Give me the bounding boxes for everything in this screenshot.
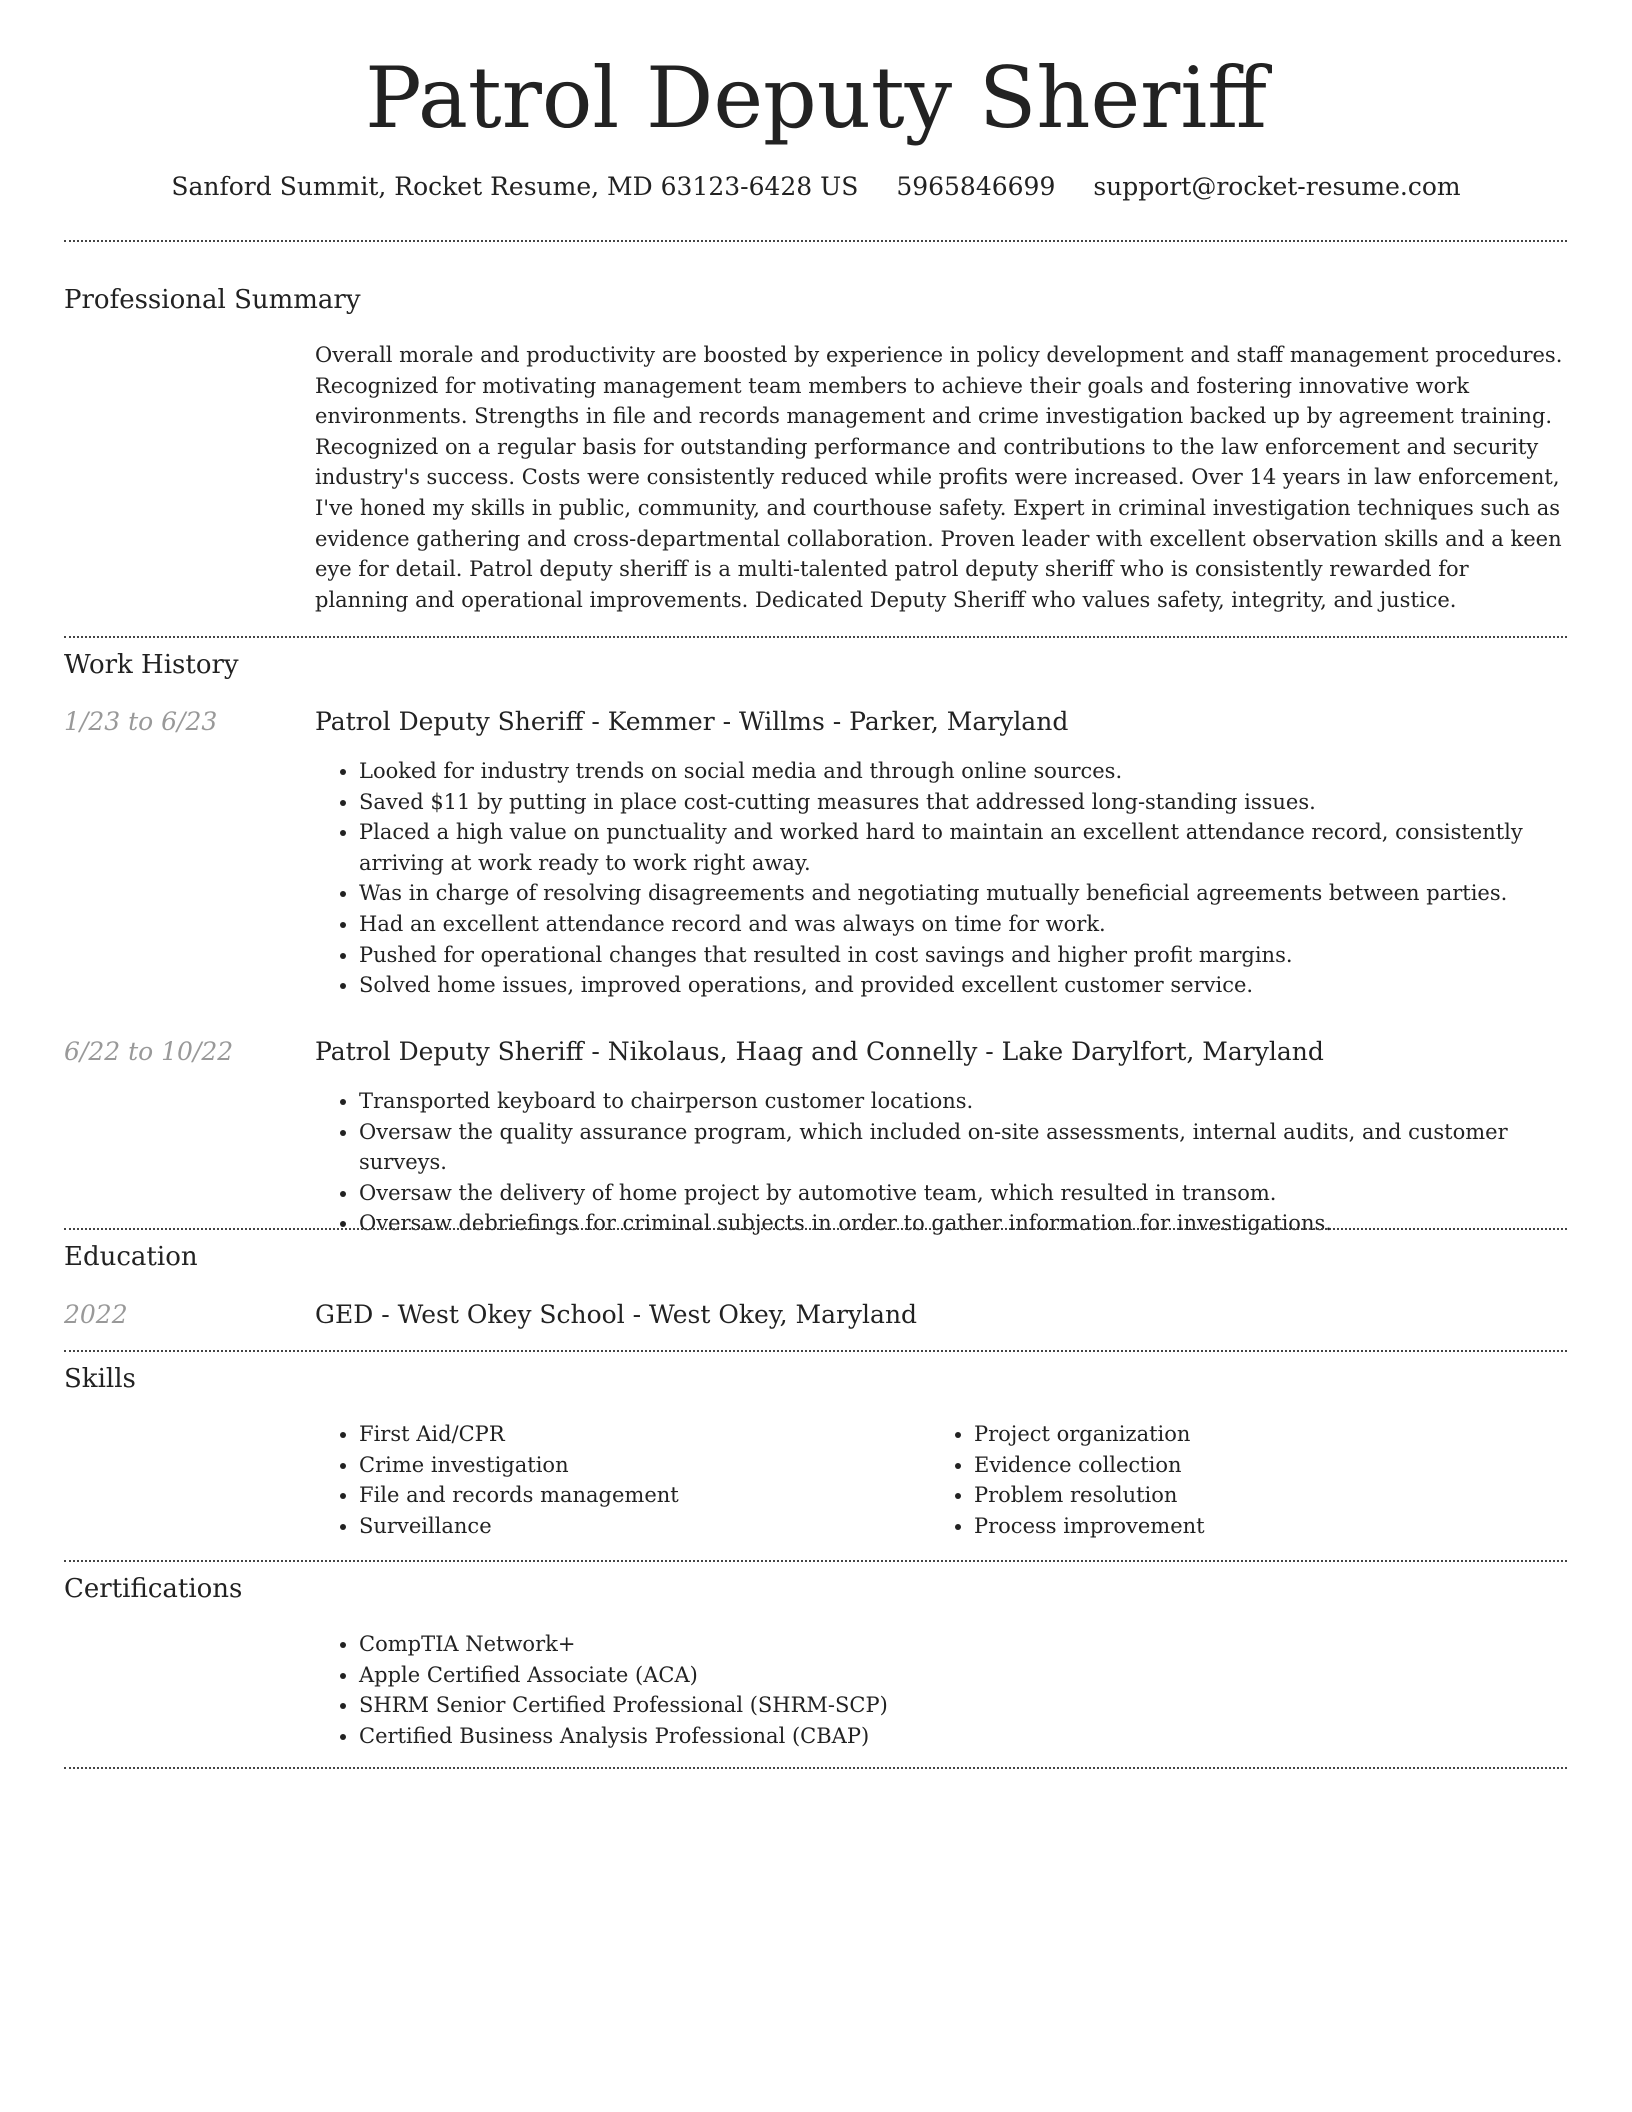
job-dates: 6/22 to 10/22 <box>64 1037 234 1066</box>
list-item: • Apple Certified Associate (ACA) <box>359 1660 1567 1691</box>
certifications-list <box>315 1629 1567 1751</box>
divider <box>64 1560 1567 1562</box>
job-bullets <box>315 756 1567 1001</box>
list-item: • Saved $11 by putting in place cost-cutting measures that addressed long-standing issues. <box>359 787 1567 818</box>
job-bullets <box>315 1086 1567 1239</box>
contact-email: support@rocket-resume.com <box>1093 172 1461 201</box>
education-year: 2022 <box>64 1300 128 1329</box>
section-title-skills: Skills <box>64 1364 136 1394</box>
divider <box>64 1767 1567 1769</box>
list-item: • Problem resolution <box>974 1480 1490 1511</box>
divider <box>64 636 1567 638</box>
list-item: • Evidence collection <box>974 1450 1490 1481</box>
section-title-summary: Professional Summary <box>64 285 361 315</box>
job-heading: Patrol Deputy Sheriff - Nikolaus, Haag and Connelly - Lake Darylfort, Maryland <box>315 1037 1324 1066</box>
list-item: • Project organization <box>974 1419 1490 1450</box>
divider <box>64 240 1567 242</box>
divider <box>64 1228 1567 1230</box>
skills-list-left <box>315 1419 875 1541</box>
divider <box>64 1350 1567 1352</box>
job-heading: Patrol Deputy Sheriff - Kemmer - Willms - Parker, Maryland <box>315 707 1069 736</box>
list-item: • Pushed for operational changes that resulted in cost savings and higher profit margins. <box>359 940 1567 971</box>
list-item: • Oversaw debriefings for criminal subjects in order to gather information for investigations. <box>359 1208 1567 1239</box>
skills-list-right <box>930 1419 1490 1541</box>
list-item: • Had an excellent attendance record and was always on time for work. <box>359 909 1567 940</box>
list-item: • Transported keyboard to chairperson customer locations. <box>359 1086 1567 1117</box>
list-item: • Crime investigation <box>359 1450 875 1481</box>
summary-text: Overall morale and productivity are boosted by experience in policy development and staff management procedures. Recognized for motivating management team members to achieve their goals and fostering innovative work environments. Strengths in file and records management and crime investigation backed up by agreement training. Recognized on a regular basis for outstanding performance and contributions to the law enforcement and security industry's success. Costs were consistently reduced while profits were increased. Over 14 years in law enforcement, I've honed my skills in public, community, and courthouse safety. Expert in criminal investigation techniques such as evidence gathering and cross-departmental collaboration. Proven leader with excellent observation skills and a keen eye for detail. Patrol deputy sheriff is a multi-talented patrol deputy sheriff who is consistently rewarded for planning and operational improvements. Dedicated Deputy Sheriff who values safety, integrity, and justice. <box>315 343 1563 612</box>
list-item: • Certified Business Analysis Professional (CBAP) <box>359 1721 1567 1752</box>
list-item: • Surveillance <box>359 1511 875 1542</box>
candidate-name: Patrol Deputy Sheriff <box>365 49 1267 147</box>
job-dates: 1/23 to 6/23 <box>64 707 218 736</box>
list-item: • First Aid/CPR <box>359 1419 875 1450</box>
list-item: • Looked for industry trends on social media and through online sources. <box>359 756 1567 787</box>
contact-line <box>0 170 1632 204</box>
list-item: • Oversaw the quality assurance program, which included on-site assessments, internal audits, and customer surveys. <box>359 1117 1567 1178</box>
list-item: • Placed a high value on punctuality and worked hard to maintain an excellent attendance record, consistently arriving at work ready to work right away. <box>359 817 1567 878</box>
list-item: • Process improvement <box>974 1511 1490 1542</box>
list-item: • CompTIA Network+ <box>359 1629 1567 1660</box>
contact-address: Sanford Summit, Rocket Resume, MD 63123-6428 US <box>171 172 859 201</box>
section-title-certifications: Certifications <box>64 1574 243 1604</box>
list-item: • Was in charge of resolving disagreements and negotiating mutually beneficial agreements between parties. <box>359 878 1567 909</box>
list-item: • File and records management <box>359 1480 875 1511</box>
section-title-work: Work History <box>64 650 239 680</box>
list-item: • Oversaw the delivery of home project by automotive team, which resulted in transom. <box>359 1178 1567 1209</box>
list-item: • Solved home issues, improved operations, and provided excellent customer service. <box>359 970 1567 1001</box>
list-item: • SHRM Senior Certified Professional (SHRM-SCP) <box>359 1690 1567 1721</box>
education-entry: GED - West Okey School - West Okey, Maryland <box>315 1300 918 1329</box>
contact-phone: 5965846699 <box>896 172 1056 201</box>
section-title-education: Education <box>64 1242 198 1272</box>
